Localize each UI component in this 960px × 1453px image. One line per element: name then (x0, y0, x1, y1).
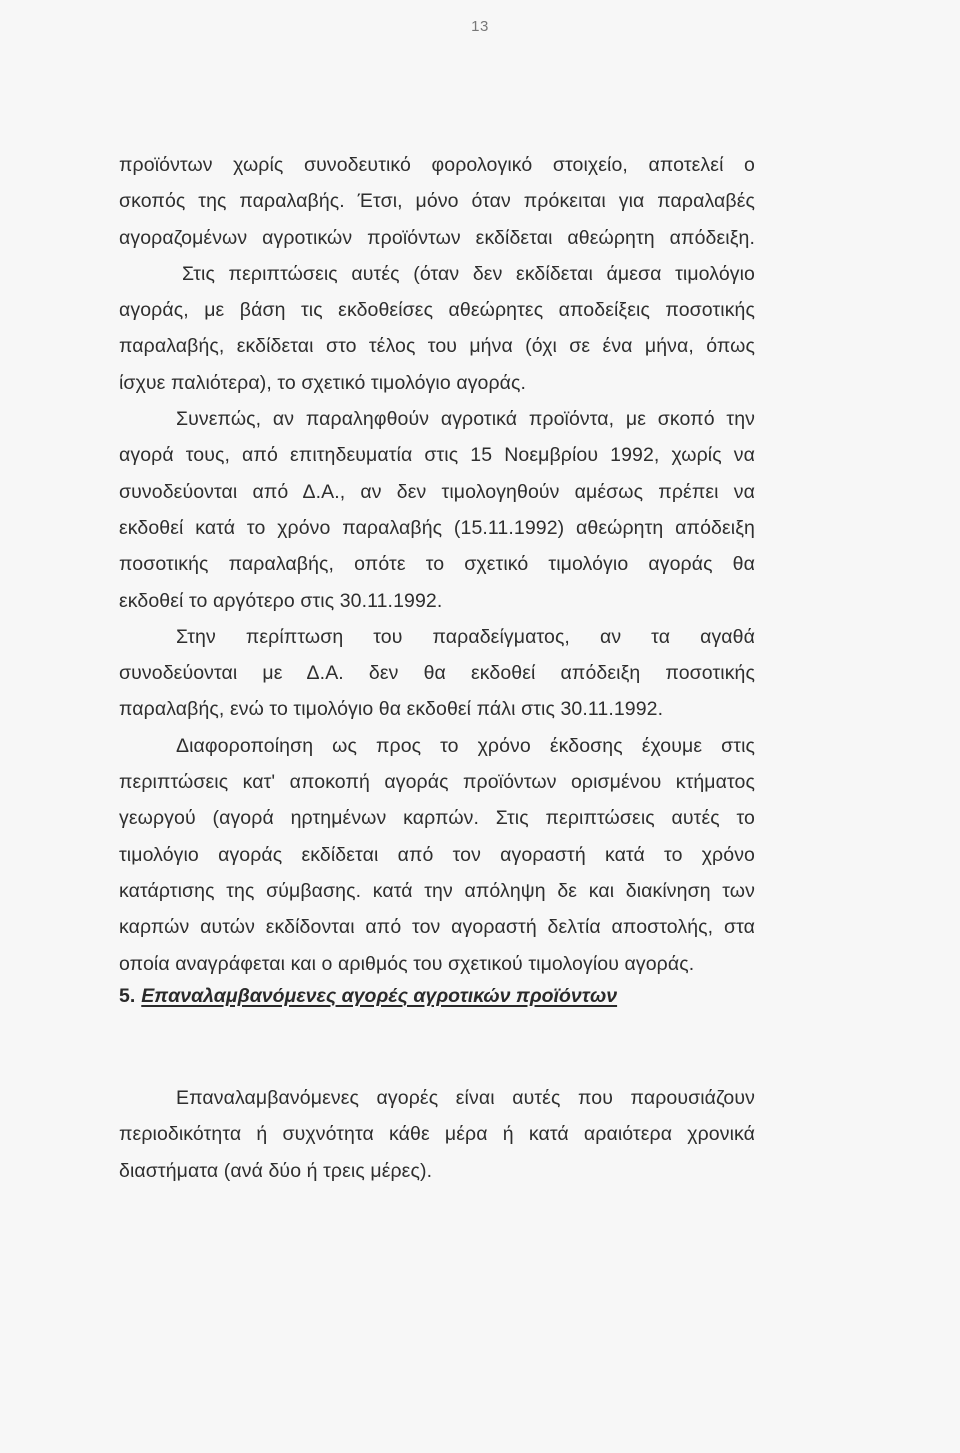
text-line: κατάρτισης της σύμβασης. κατά την απόληψη δε και διακίνηση των (119, 879, 755, 902)
page-number: 13 (471, 18, 489, 35)
text-line: Διαφοροποίηση ως προς το χρόνο έκδοσης έχουμε στις (176, 734, 755, 757)
text-line: συνοδεύονται από Δ.Α., αν δεν τιμολογηθούν αμέσως πρέπει να (119, 480, 755, 503)
text-line: γεωργού (αγορά ηρτημένων καρπών. Στις περιπτώσεις αυτές το (119, 807, 755, 830)
text-line: ίσχυε παλιότερα), το σχετικό τιμολόγιο αγοράς. (119, 371, 527, 394)
text-line: περιπτώσεις κατ' αποκοπή αγοράς προϊόντων ορισμένου κτήματος (119, 771, 755, 794)
text-line: σκοπός της παραλαβής. Έτσι, μόνο όταν πρόκειται για παραλαβές (119, 190, 755, 213)
text-line: οποία αναγράφεται και ο αριθμός του σχετικού τιμολογίου αγοράς. (119, 952, 695, 975)
text-line: εκδοθεί κατά το χρόνο παραλαβής (15.11.1992) αθεώρητη απόδειξη (119, 516, 755, 539)
section-body-text (119, 1080, 755, 1189)
section-heading (119, 985, 617, 1008)
text-line: αγοραζομένων αγροτικών προϊόντων εκδίδεται αθεώρητη απόδειξη. (119, 226, 755, 249)
text-line: συνοδεύονται με Δ.Α. δεν θα εκδοθεί απόδειξη ποσοτικής (119, 662, 755, 685)
text-line: εκδοθεί το αργότερο στις 30.11.1992. (119, 589, 443, 612)
text-line: Επαναλαμβανόμενες αγορές είναι αυτές που παρουσιάζουν (176, 1087, 755, 1109)
text-line: παραλαβής, ενώ το τιμολόγιο θα εκδοθεί πάλι στις 30.11.1992. (119, 698, 664, 721)
text-line: αγοράς, με βάση τις εκδοθείσες αθεώρητες αποδείξεις ποσοτικής (119, 299, 755, 322)
text-line: περιοδικότητα ή συχνότητα κάθε μέρα ή κατά αραιότερα χρονικά (119, 1123, 755, 1146)
text-line: Συνεπώς, αν παραληφθούν αγροτικά προϊόντα, με σκοπό την (176, 408, 755, 431)
text-line: τιμολόγιο αγοράς εκδίδεται από τον αγοραστή κατά το χρόνο (119, 843, 755, 866)
text-line: Στις περιπτώσεις αυτές (όταν δεν εκδίδεται άμεσα τιμολόγιο (182, 262, 755, 285)
text-line: προϊόντων χωρίς συνοδευτικό φορολογικό στοιχείο, αποτελεί ο (119, 154, 755, 176)
text-line: ποσοτικής παραλαβής, οπότε το σχετικό τιμολόγιο αγοράς θα (119, 553, 755, 576)
section-number: 5. (119, 985, 136, 1007)
section-title: Επαναλαμβανόμενες αγορές αγροτικών προϊόντων (141, 985, 618, 1007)
text-line: διαστήματα (ανά δύο ή τρεις μέρες). (119, 1159, 433, 1182)
text-line: αγορά τους, από επιτηδευματία στις 15 Νοεμβρίου 1992, χωρίς να (119, 444, 755, 467)
text-line: παραλαβής, εκδίδεται στο τέλος του μήνα (όχι σε ένα μήνα, όπως (119, 335, 755, 358)
section-body-text (119, 147, 755, 982)
text-line: καρπών αυτών εκδίδονται από τον αγοραστή δελτία αποστολής, στα (119, 916, 755, 939)
text-line: Στην περίπτωση του παραδείγματος, αν τα αγαθά (176, 625, 755, 648)
